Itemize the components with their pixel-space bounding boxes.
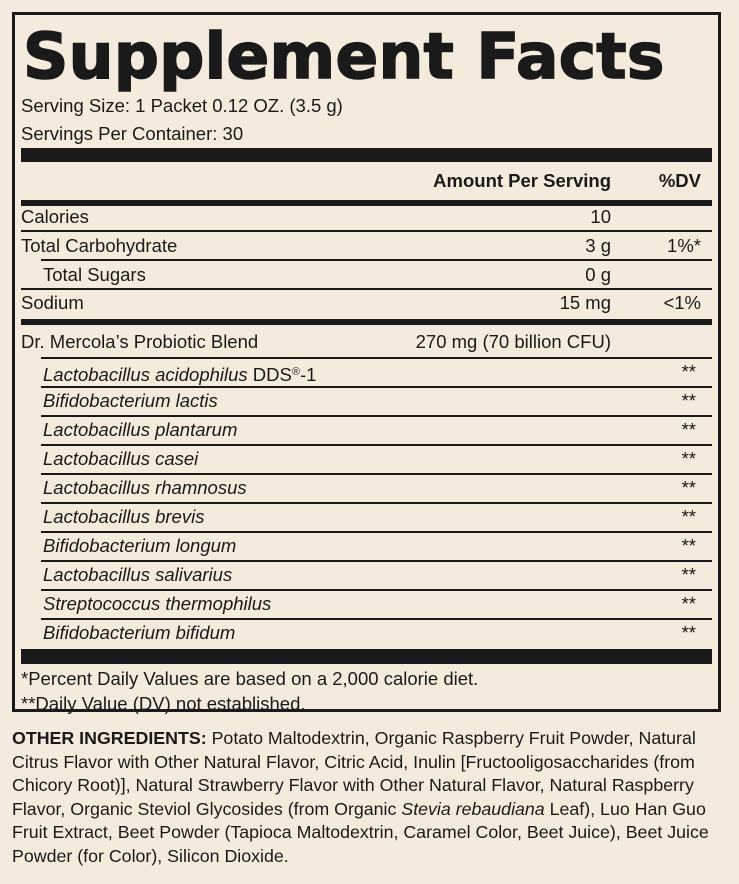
nutrient-dv: 1%* bbox=[667, 235, 701, 256]
nutrient-amount: 15 mg bbox=[559, 292, 611, 313]
strain-dv: ** bbox=[681, 535, 696, 556]
strain-dv: ** bbox=[681, 448, 696, 469]
blend-name: Dr. Mercola’s Probiotic Blend bbox=[21, 331, 259, 352]
row-divider bbox=[41, 589, 712, 591]
strain-name: Lactobacillus casei bbox=[43, 448, 199, 469]
other-ingredients-heading: OTHER INGREDIENTS: bbox=[12, 728, 207, 748]
row-divider bbox=[41, 618, 712, 620]
footnote-percent-dv: *Percent Daily Values are based on a 2,000 calorie diet. bbox=[21, 668, 479, 689]
strain-dv: ** bbox=[681, 622, 696, 643]
nutrient-dv: <1% bbox=[663, 292, 701, 313]
row-divider bbox=[21, 288, 712, 290]
servings-per-container: Servings Per Container: 30 bbox=[21, 123, 244, 144]
strain-dv: ** bbox=[681, 506, 696, 527]
nutrient-name: Total Carbohydrate bbox=[21, 235, 178, 256]
supplement-facts-panel bbox=[12, 12, 721, 712]
ingredients-text: Potato Maltodextrin, Organic Raspberry Fruit Powder, Natural Citrus Flavor with Other Natural Flavor, Citric Acid, Inulin [Fructooligosaccharides (from Chicory Root)], Natural Strawberry Flavor with Other Natural Flavor, Natural Raspberry Flavor, Organic Steviol Glycosides (from Organic bbox=[12, 728, 696, 819]
other-ingredients bbox=[12, 727, 728, 869]
ingredients-text: Leaf), Luo Han Guo Fruit Extract, Beet Powder (Tapioca Maltodextrin, Caramel Color, Beet Juice), Beet Juice Powder (for Color), Silicon Dioxide. bbox=[12, 798, 709, 866]
row-divider bbox=[41, 531, 712, 533]
serving-size: Serving Size: 1 Packet 0.12 OZ. (3.5 g) bbox=[21, 95, 343, 116]
blend-amount: 270 mg (70 billion CFU) bbox=[415, 331, 611, 352]
header-dv: %DV bbox=[658, 170, 701, 191]
row-divider bbox=[41, 502, 712, 504]
row-divider bbox=[41, 560, 712, 562]
strain-name: Bifidobacterium longum bbox=[43, 535, 237, 556]
strain-name: Streptococcus thermophilus bbox=[43, 593, 272, 614]
strain-name: Lactobacillus brevis bbox=[43, 506, 205, 527]
row-divider bbox=[41, 444, 712, 446]
row-divider bbox=[41, 415, 712, 417]
nutrient-name: Sodium bbox=[21, 292, 84, 313]
strain-name: Bifidobacterium bifidum bbox=[43, 622, 236, 643]
nutrient-amount: 0 g bbox=[585, 264, 611, 285]
strain-name: Lactobacillus salivarius bbox=[43, 564, 233, 585]
row-divider bbox=[41, 259, 712, 261]
strain-name: Lactobacillus acidophilus DDS®-1 bbox=[43, 364, 317, 385]
medium-divider bbox=[21, 319, 712, 325]
strain-dv: ** bbox=[681, 564, 696, 585]
panel-title: Supplement Facts bbox=[23, 20, 665, 93]
row-divider bbox=[21, 230, 712, 232]
ingredients-text-italic: Stevia rebaudiana bbox=[401, 798, 545, 819]
strain-name: Lactobacillus plantarum bbox=[43, 419, 238, 440]
row-divider bbox=[41, 473, 712, 475]
strain-dv: ** bbox=[681, 477, 696, 498]
row-divider bbox=[41, 386, 712, 388]
strain-name: Bifidobacterium lactis bbox=[43, 390, 218, 411]
row-divider bbox=[41, 357, 712, 359]
strain-name: Lactobacillus rhamnosus bbox=[43, 477, 247, 498]
strain-dv: ** bbox=[681, 419, 696, 440]
strain-dv: ** bbox=[681, 593, 696, 614]
nutrient-name: Calories bbox=[21, 206, 89, 227]
thick-divider-bottom bbox=[21, 649, 712, 664]
nutrient-name: Total Sugars bbox=[43, 264, 146, 285]
nutrient-amount: 3 g bbox=[585, 235, 611, 256]
footnote-dv-not-established: **Daily Value (DV) not established. bbox=[21, 693, 306, 714]
header-amount-per-serving: Amount Per Serving bbox=[433, 170, 611, 191]
thick-divider-top bbox=[21, 148, 712, 162]
strain-dv: ** bbox=[681, 390, 696, 411]
strain-dv: ** bbox=[681, 361, 696, 382]
nutrient-amount: 10 bbox=[590, 206, 611, 227]
